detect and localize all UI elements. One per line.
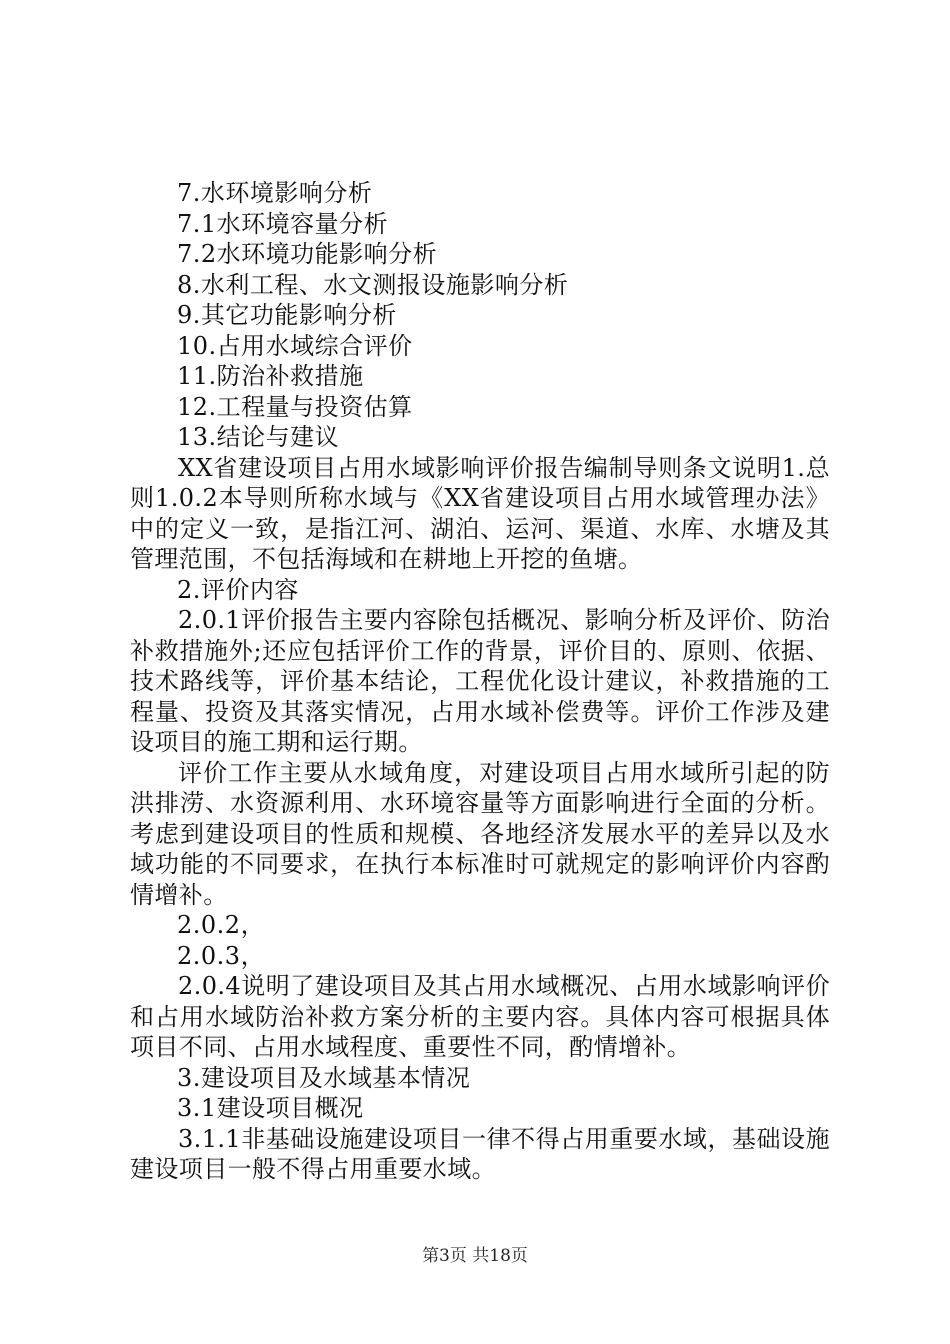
section-heading-3-1: 3.1建设项目概况 — [177, 1094, 364, 1122]
section-heading-2: 2.评价内容 — [177, 575, 299, 604]
toc-item-7: 7.水环境影响分析 — [177, 179, 373, 207]
toc-item-7-2: 7.2水环境功能影响分析 — [177, 240, 438, 268]
page-footer: 第3页 共18页 — [422, 1246, 528, 1266]
paragraph-2-0-1: 2.0.1评价报告主要内容除包括概况、影响分析及评价、防治补救措施外;还应包括评价工作的背景，评价目的、原则、依据、技术路线等，评价基本结论，工程优化设计建议，补救措施的工程量、投资及其落实情况，占用水域补偿费等。评价工作涉及建设项目的施工期和运行期。 — [130, 606, 830, 756]
toc-item-13: 13.结论与建议 — [177, 423, 340, 451]
clause-2-0-2: 2.0.2， — [177, 911, 266, 939]
toc-item-8: 8.水利工程、水文测报设施影响分析 — [177, 270, 569, 299]
document-body — [130, 178, 830, 1185]
toc-item-12: 12.工程量与投资估算 — [177, 392, 413, 421]
paragraph-general: XX省建设项目占用水域影响评价报告编制导则条文说明1.总则1.0.2本导则所称水域与《XX省建设项目占用水域管理办法》中的定义一致，是指江河、湖泊、运河、渠道、水库、水塘及其管理范围，不包括海域和在耕地上开挖的鱼塘。 — [130, 453, 830, 573]
section-heading-3: 3.建设项目及水域基本情况 — [177, 1063, 471, 1092]
paragraph-2-0-4: 2.0.4说明了建设项目及其占用水域概况、占用水域影响评价和占用水域防治补救方案分析的主要内容。具体内容可根据具体项目不同、占用水域程度、重要性不同，酌情增补。 — [130, 972, 830, 1061]
toc-item-9: 9.其它功能影响分析 — [177, 301, 397, 329]
toc-item-10: 10.占用水域综合评价 — [177, 331, 413, 360]
toc-item-7-1: 7.1水环境容量分析 — [177, 209, 389, 238]
paragraph-evaluation-scope: 评价工作主要从水域角度，对建设项目占用水域所引起的防洪排涝、水资源利用、水环境容量等方面影响进行全面的分析。考虑到建设项目的性质和规模、各地经济发展水平的差异以及水域功能的不同要求，在执行本标准时可就规定的影响评价内容酌情增补。 — [130, 758, 830, 909]
clause-2-0-3: 2.0.3， — [177, 941, 266, 970]
paragraph-3-1-1: 3.1.1非基础设施建设项目一律不得占用重要水域，基础设施建设项目一般不得占用重要水域。 — [130, 1124, 830, 1183]
toc-item-11: 11.防治补救措施 — [177, 362, 364, 390]
